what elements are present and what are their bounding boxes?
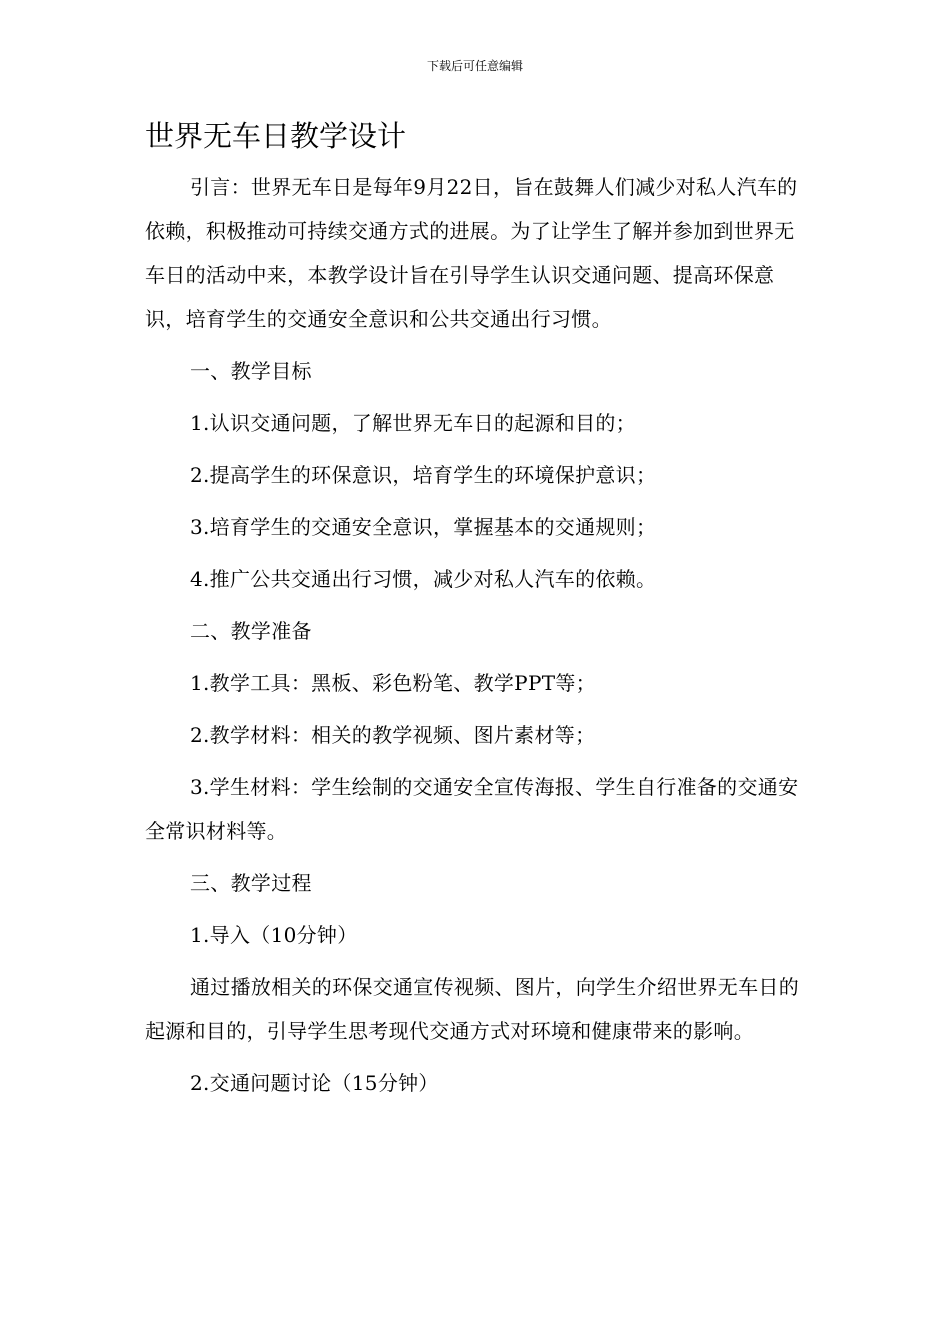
section-heading-process: 三、教学过程 [190, 871, 312, 895]
list-item-objective-1: 1.认识交通问题，了解世界无车日的起源和目的； [190, 411, 636, 435]
list-item-preparation-1: 1.教学工具：黑板、彩色粉笔、教学PPT等； [190, 671, 596, 695]
paragraph-introduction: 引言：世界无车日是每年9月22日，旨在鼓舞人们减少对私人汽车的依赖，积极推动可持续交通方式的进展。为了让学生了解并参加到世界无车日的活动中来，本教学设计旨在引导学生认识交通问题、提高环保意识，培育学生的交通安全意识和公共交通出行习惯。 [145, 175, 798, 331]
list-item-preparation-3: 3.学生材料：学生绘制的交通安全宣传海报、学生自行准备的交通安全常识材料等。 [145, 775, 799, 843]
document-body [145, 165, 807, 1105]
list-item-objective-4: 4.推广公共交通出行习惯，减少对私人汽车的依赖。 [190, 567, 657, 591]
list-item-objective-3: 3.培育学生的交通安全意识，掌握基本的交通规则； [190, 515, 657, 539]
list-item-objective-2: 2.提高学生的环保意识，培育学生的环境保护意识； [190, 463, 657, 487]
subsection-heading-discussion: 2.交通问题讨论（15分钟） [190, 1071, 439, 1095]
list-item-preparation-2: 2.教学材料：相关的教学视频、图片素材等； [190, 723, 596, 747]
paragraph-introduction-activity: 通过播放相关的环保交通宣传视频、图片，向学生介绍世界无车日的起源和目的，引导学生思考现代交通方式对环境和健康带来的影响。 [145, 975, 799, 1043]
document-title: 世界无车日教学设计 [145, 119, 407, 153]
section-heading-objectives: 一、教学目标 [190, 359, 312, 383]
page-header-watermark: 下载后可任意编辑 [426, 59, 523, 73]
subsection-heading-introduction: 1.导入（10分钟） [190, 923, 358, 947]
section-heading-preparation: 二、教学准备 [190, 619, 312, 643]
